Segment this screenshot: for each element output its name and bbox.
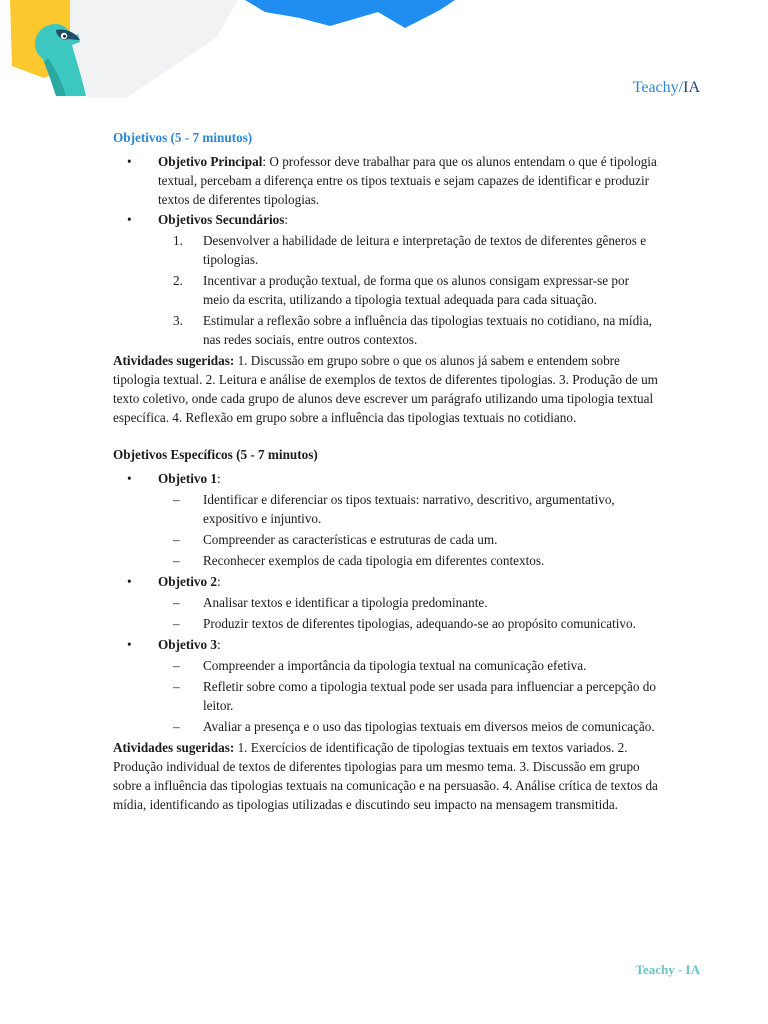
brand-logo-text <box>633 79 700 97</box>
list-item <box>113 210 658 349</box>
light-gray-shape <box>70 0 238 98</box>
list-item <box>113 635 658 736</box>
item-text: : O professor deve trabalhar para que os alunos entendam o que é tipologia textual, percebam a diferença entre os tipos textuais e sejam capazes de identificar e produzir textos de diferentes tipologias. <box>158 154 657 207</box>
dash-marker: – <box>173 616 180 631</box>
sub-item-text: Estimular a reflexão sobre a influência das tipologias textuais no cotidiano, na mídia, nas redes sociais, entre outros contextos. <box>203 313 652 347</box>
secondary-objectives-list <box>158 231 658 349</box>
sub-item-text: Refletir sobre como a tipologia textual pode ser usada para influenciar a percepção do leitor. <box>203 679 656 713</box>
activities-label: Atividades sugeridas: <box>113 353 235 368</box>
list-number: 2. <box>173 273 183 288</box>
brand-part2: IA <box>683 79 700 96</box>
item-label: Objetivo Principal <box>158 154 263 169</box>
dash-marker: – <box>173 553 180 568</box>
sub-item-text: Avaliar a presença e o uso das tipologias textuais em diversos meios de comunicação. <box>203 719 655 734</box>
sub-item-text: Reconhecer exemplos de cada tipologia em diferentes contextos. <box>203 553 545 568</box>
list-item <box>158 490 658 528</box>
list-item <box>113 572 658 633</box>
list-item <box>158 593 658 612</box>
list-number: 3. <box>173 313 183 328</box>
dash-marker: – <box>173 492 180 507</box>
activities-text: 1. Exercícios de identificação de tipologias textuais em textos variados. 2. Produção individual de textos de diferentes tipologias para um mesmo tema. 3. Discussão em grupo sobre a influência das tipologias textuais na comunicação e na persuasão. 4. Análise crítica de textos da mídia, identificando as tipologias utilizadas e discutindo seu impacto na mensagem transmitida. <box>113 740 658 812</box>
activities-label: Atividades sugeridas: <box>113 740 235 755</box>
footer-brand: Teachy - IA <box>635 962 700 977</box>
dash-marker: – <box>173 658 180 673</box>
section-title-objetivos: Objetivos (5 - 7 minutos) <box>113 130 253 145</box>
sub-item-text: Analisar textos e identificar a tipologia predominante. <box>203 595 488 610</box>
list-item <box>158 231 658 269</box>
dash-marker: – <box>173 595 180 610</box>
item-text: : <box>284 212 289 227</box>
list-item <box>158 717 658 736</box>
brand-separator: / <box>678 79 684 96</box>
bullet-marker: • <box>127 154 132 169</box>
suggested-activities-paragraph <box>113 351 658 427</box>
activities-text: 1. Discussão em grupo sobre o que os alunos já sabem e entendem sobre tipologia textual. 2. Leitura e análise de exemplos de textos de diferentes tipologias. 3. Produção de um texto coletivo, onde cada grupo de alunos deve escrever um parágrafo utilizando uma tipologia textual específica. 4. Reflexão em grupo sobre a influência das tipologias textuais no cotidiano. <box>113 353 658 425</box>
bullet-marker: • <box>127 574 132 589</box>
sub-item-text: Identificar e diferenciar os tipos textuais: narrativo, descritivo, argumentativo, expositivo e injuntivo. <box>203 492 615 526</box>
blue-wave-shape <box>245 0 455 28</box>
item-text: : <box>216 574 221 589</box>
list-item <box>158 614 658 633</box>
sub-item-text: Compreender a importância da tipologia textual na comunicação efetiva. <box>203 658 587 673</box>
dash-marker: – <box>173 679 180 694</box>
section-spacer <box>113 427 658 445</box>
item-label: Objetivo 3 <box>158 637 217 652</box>
brand-part1: Teachy <box>632 79 679 96</box>
item-label: Objetivo 1 <box>158 471 217 486</box>
bullet-marker: • <box>127 471 132 486</box>
list-item <box>113 152 658 209</box>
sub-item-text: Incentivar a produção textual, de forma que os alunos consigam expressar-se por meio da escrita, utilizando a tipologia textual adequada para cada situação. <box>203 273 629 307</box>
document-content <box>113 128 658 814</box>
item-label: Objetivos Secundários <box>158 212 285 227</box>
section-title-objetivos-especificos: Objetivos Específicos (5 - 7 minutos) <box>113 447 318 462</box>
dash-marker: – <box>173 719 180 734</box>
list-item <box>113 469 658 570</box>
list-number: 1. <box>173 233 183 248</box>
list-item <box>158 677 658 715</box>
objective-2-sublist <box>158 593 658 633</box>
list-item <box>158 311 658 349</box>
dash-marker: – <box>173 532 180 547</box>
item-text: : <box>216 637 221 652</box>
objective-1-sublist <box>158 490 658 570</box>
item-text: : <box>216 471 221 486</box>
list-item <box>158 656 658 675</box>
bullet-marker: • <box>127 212 132 227</box>
item-label: Objetivo 2 <box>158 574 217 589</box>
list-item <box>158 551 658 570</box>
suggested-activities-paragraph <box>113 738 658 814</box>
bullet-marker: • <box>127 637 132 652</box>
specific-objectives-list <box>113 469 658 736</box>
list-item <box>158 271 658 309</box>
sub-item-text: Desenvolver a habilidade de leitura e interpretação de textos de diferentes gêneros e tipologias. <box>203 233 647 267</box>
objectives-list <box>113 152 658 349</box>
sub-item-text: Compreender as características e estruturas de cada um. <box>203 532 498 547</box>
sub-item-text: Produzir textos de diferentes tipologias, adequando-se ao propósito comunicativo. <box>203 616 636 631</box>
objective-3-sublist <box>158 656 658 736</box>
list-item <box>158 530 658 549</box>
